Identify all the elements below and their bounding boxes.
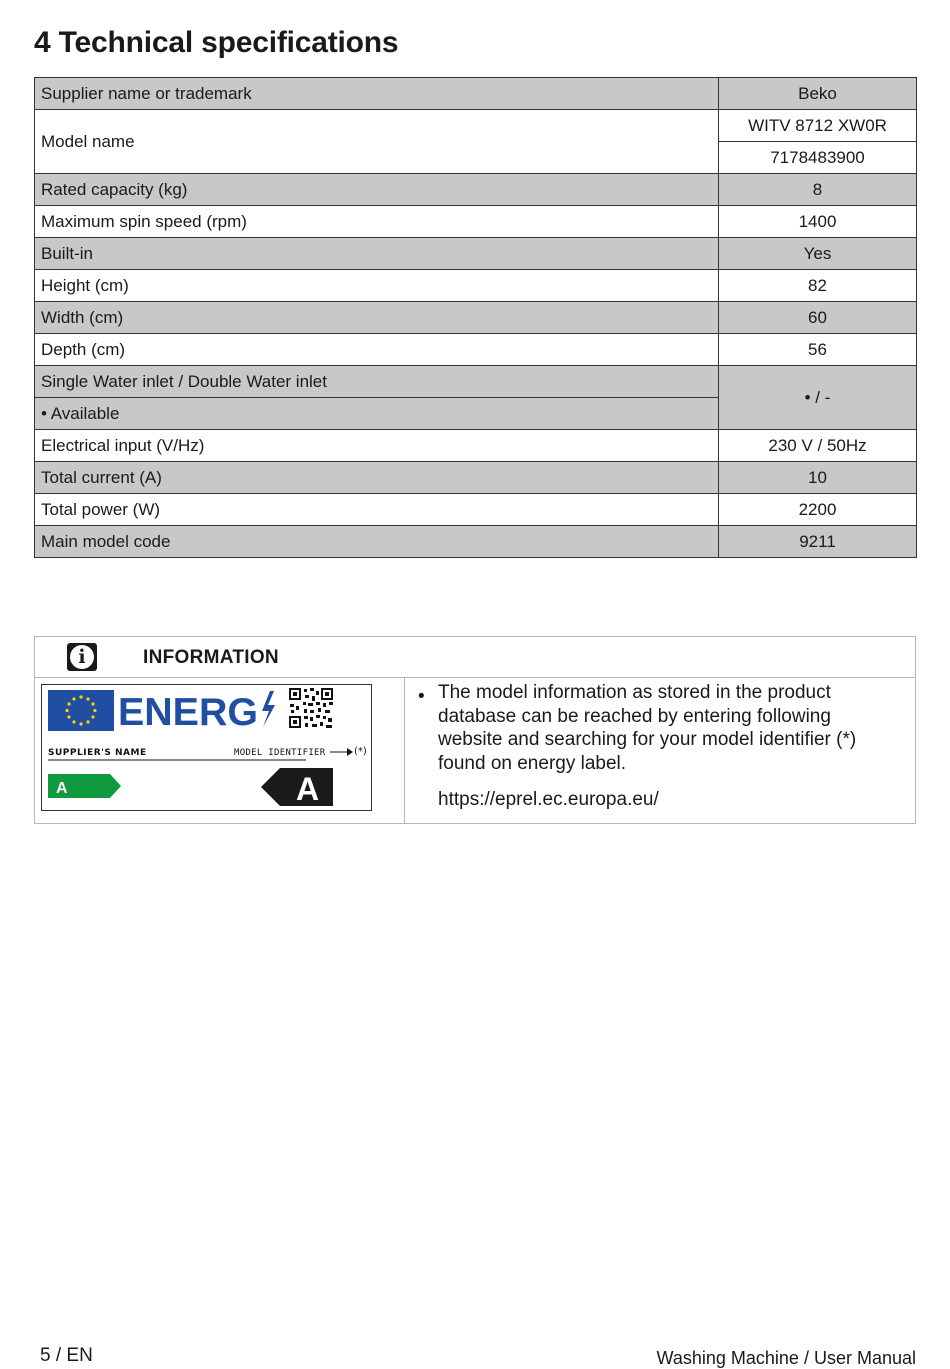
table-row [35,110,917,142]
bullet-icon: • [418,686,425,707]
model-identifier-label: MODEL IDENTIFIER [234,748,326,758]
spec-value: 1400 [719,206,917,238]
spec-label: Model name [35,110,719,174]
spec-value: 8 [719,174,917,206]
spec-value: 60 [719,302,917,334]
information-box [34,636,916,824]
spec-label: Single Water inlet / Double Water inlet [35,366,719,398]
lightning-icon [262,691,275,727]
energy-class-letter: A [296,771,320,807]
spec-label: Total current (A) [35,462,719,494]
energy-label-cell [35,678,405,823]
table-row [35,462,917,494]
energy-scale-letter: A [56,780,68,797]
table-row [35,174,917,206]
eprel-url: https://eprel.ec.europa.eu/ [438,789,659,810]
information-text-cell [405,678,915,823]
spec-value: Yes [719,238,917,270]
table-row [35,366,917,398]
spec-value: 7178483900 [719,142,917,174]
spec-label: Height (cm) [35,270,719,302]
spec-value: 10 [719,462,917,494]
table-row [35,526,917,558]
information-text: The model information as stored in the product database can be reached by entering following website and searching for your model identifier (*) found on energy label. [438,682,857,774]
specifications-table [34,77,917,558]
section-number: 4 [34,26,51,59]
information-body [35,678,915,823]
spec-value: Beko [719,78,917,110]
qr-code-icon [288,687,334,729]
supplier-name-label: SUPPLIER'S NAME [48,748,147,758]
spec-value: 82 [719,270,917,302]
table-row [35,494,917,526]
energy-word: ENERG [118,691,258,734]
energy-label [41,684,372,811]
spec-value: 230 V / 50Hz [719,430,917,462]
table-row [35,302,917,334]
table-row [35,430,917,462]
spec-value: WITV 8712 XW0R [719,110,917,142]
spec-label: Depth (cm) [35,334,719,366]
information-header [35,637,915,678]
spec-label: Supplier name or trademark [35,78,719,110]
spec-label: Width (cm) [35,302,719,334]
arrow-right-icon [347,748,353,756]
table-row [35,206,917,238]
asterisk-note: (*) [354,746,367,757]
section-title: Technical specifications [58,26,399,59]
spec-value: 2200 [719,494,917,526]
table-row [35,270,917,302]
spec-label: Rated capacity (kg) [35,174,719,206]
spec-value: • / - [719,366,917,430]
info-icon: i [67,643,97,671]
spec-note: • Available [35,398,719,430]
spec-label: Main model code [35,526,719,558]
manual-title: Washing Machine / User Manual [656,1348,916,1368]
spec-value: 9211 [719,526,917,558]
page-number: 5 / EN [40,1345,93,1366]
spec-label: Total power (W) [35,494,719,526]
spec-label: Maximum spin speed (rpm) [35,206,719,238]
information-title: INFORMATION [143,647,279,668]
page-title [34,26,398,60]
table-row [35,238,917,270]
spec-value: 56 [719,334,917,366]
table-row [35,334,917,366]
spec-label: Electrical input (V/Hz) [35,430,719,462]
spec-label: Built-in [35,238,719,270]
table-row [35,78,917,110]
